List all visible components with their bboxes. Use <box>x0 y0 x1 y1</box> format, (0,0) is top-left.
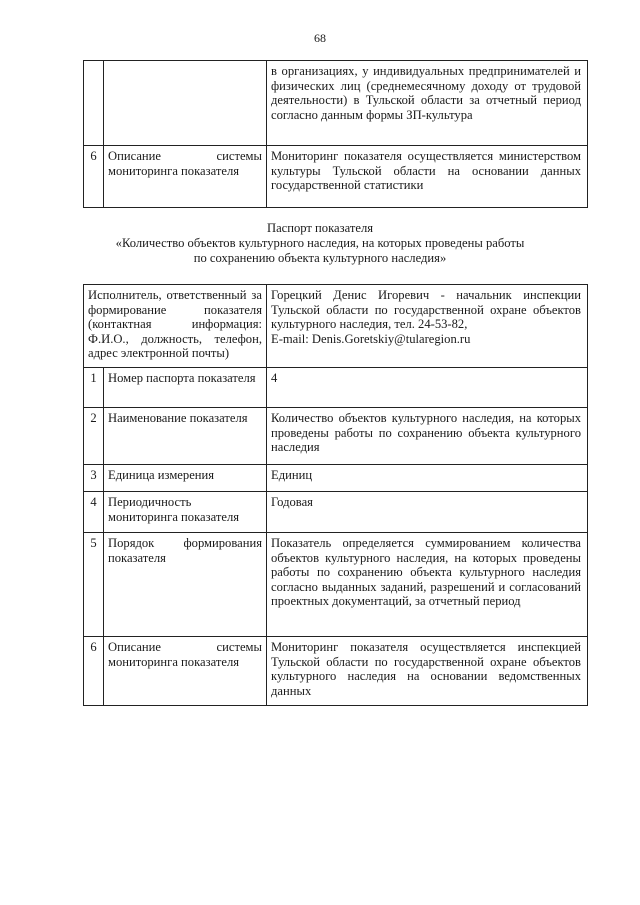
row-number: 6 <box>84 637 104 706</box>
table-row <box>84 146 588 208</box>
executor-row <box>84 285 588 368</box>
table-row <box>84 637 588 706</box>
row-value: Мониторинг показателя осуществляется инспекцией Тульской области по государственной охране объектов культурного наследия на основании ведомственных данных <box>267 637 588 706</box>
continued-table <box>83 60 588 208</box>
passport-subtitle-line2: по сохранению объекта культурного наследия» <box>193 251 447 265</box>
page-number: 68 <box>314 31 326 45</box>
passport-subtitle-line1: «Количество объектов культурного наследия, на которых проведены работы <box>115 236 525 250</box>
row-number: 2 <box>84 408 104 465</box>
row-value: 4 <box>267 368 588 408</box>
row-value: в организациях, у индивидуальных предпринимателей и физических лиц (среднемесячному доходу от трудовой деятельности) в Тульской области за отчетный период согласно данным формы ЗП-культура <box>267 61 588 146</box>
row-value: Единиц <box>267 465 588 492</box>
row-label: Единица измерения <box>104 465 267 492</box>
executor-label: Исполнитель, ответственный за формирование показателя (контактная информация: Ф.И.О., должность, телефон, адрес электронной почты) <box>84 285 267 368</box>
row-number: 5 <box>84 533 104 637</box>
row-label: Наименование показателя <box>104 408 267 465</box>
row-label: Периодичность мониторинга показателя <box>104 492 267 533</box>
passport-title: Паспорт показателя <box>266 221 374 235</box>
table-row <box>84 492 588 533</box>
row-number: 6 <box>84 146 104 208</box>
row-number: 3 <box>84 465 104 492</box>
row-label <box>104 61 267 146</box>
table-row <box>84 368 588 408</box>
executor-value-line1: Горецкий Денис Игоревич - начальник инспекции Тульской области по государственной охране объектов культурного наследия, тел. 24-53-82, <box>271 288 581 332</box>
table-row <box>84 408 588 465</box>
table-row <box>84 533 588 637</box>
row-number: 4 <box>84 492 104 533</box>
row-label: Описание системы мониторинга показателя <box>104 146 267 208</box>
executor-email: E-mail: Denis.Goretskiy@tularegion.ru <box>271 331 471 346</box>
row-value: Количество объектов культурного наследия, на которых проведены работы по сохранению объекта культурного наследия <box>267 408 588 465</box>
table-row <box>84 61 588 146</box>
passport-table <box>83 284 588 706</box>
row-label: Описание системы мониторинга показателя <box>104 637 267 706</box>
row-value: Мониторинг показателя осуществляется министерством культуры Тульской области на основании данных государственной статистики <box>267 146 588 208</box>
table-row <box>84 465 588 492</box>
row-value: Годовая <box>267 492 588 533</box>
executor-value <box>267 285 588 368</box>
row-number: 1 <box>84 368 104 408</box>
row-number <box>84 61 104 146</box>
row-value: Показатель определяется суммированием количества объектов культурного наследия, на которых проведены работы по сохранению объекта культурного наследия согласно выданных заданий, разрешений и согласований проектных документаций, за отчетный период <box>267 533 588 637</box>
row-label: Номер паспорта показателя <box>104 368 267 408</box>
row-label: Порядок формирования показателя <box>104 533 267 637</box>
